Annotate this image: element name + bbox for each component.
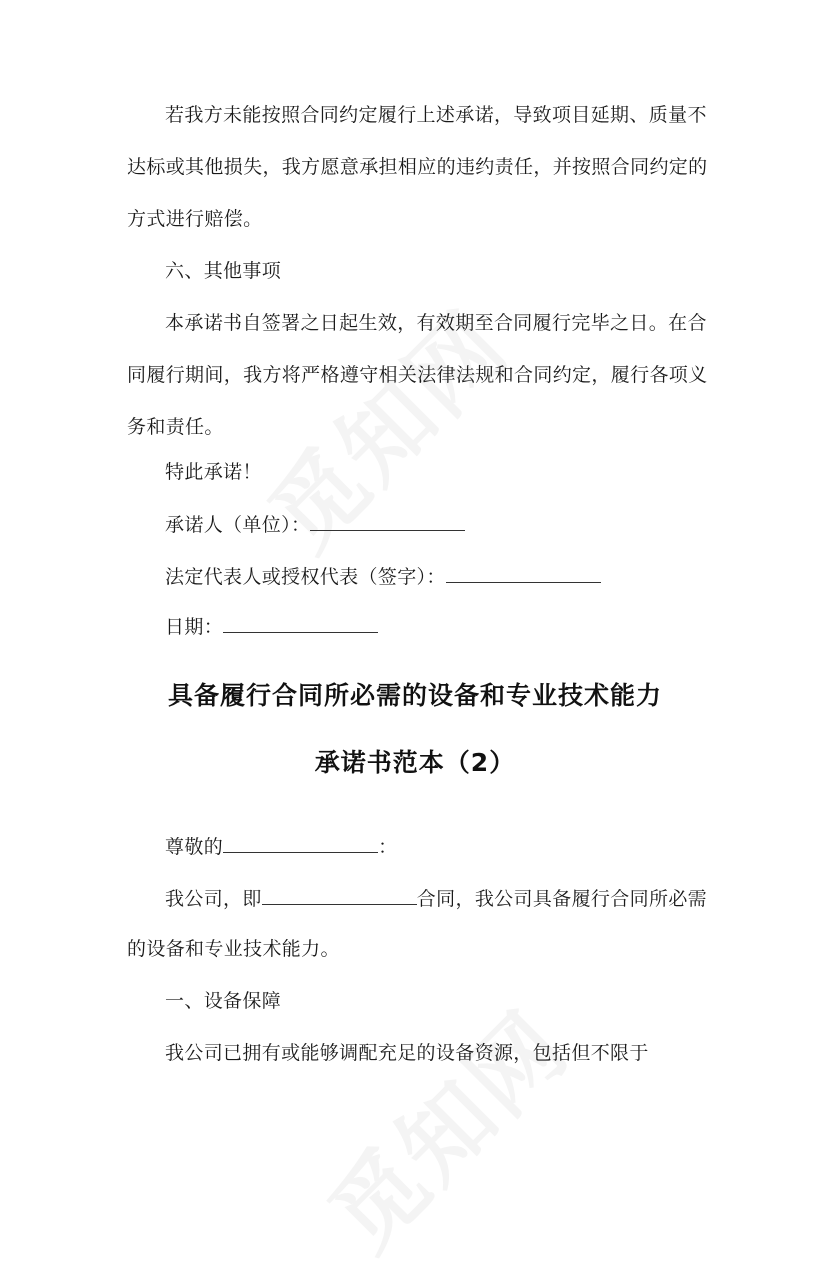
section-title: 一、设备保障 <box>165 990 282 1012</box>
document-subtitle: 承诺书范本（2） <box>314 748 516 777</box>
paragraph-text: 我公司已拥有或能够调配充足的设备资源，包括但不限于 <box>165 1042 649 1064</box>
paragraph-text: 务和责任。 <box>127 416 224 438</box>
contract-blank[interactable] <box>262 884 417 905</box>
representative-blank[interactable] <box>446 562 601 583</box>
promisor-label: 承诺人（单位）： <box>165 514 311 536</box>
watermark <box>296 978 593 1275</box>
representative-label: 法定代表人或授权代表（签字）： <box>165 566 446 588</box>
paragraph-text: 达标或其他损失，我方愿意承担相应的违约责任，并按照合同约定的 <box>127 156 708 178</box>
date-label: 日期： <box>165 616 224 638</box>
paragraph-text: 的设备和专业技术能力。 <box>127 938 340 960</box>
salutation-suffix: ： <box>378 836 398 858</box>
salutation-prefix: 尊敬的 <box>165 836 224 858</box>
date-blank[interactable] <box>223 612 378 633</box>
paragraph-text: 方式进行赔偿。 <box>127 208 263 230</box>
intro-suffix: 合同，我公司具备履行合同所必需 <box>416 888 708 910</box>
paragraph-text: 同履行期间，我方将严格遵守相关法律法规和合同约定，履行各项义 <box>127 364 708 386</box>
intro-line <box>165 884 745 912</box>
promisor-line <box>165 510 745 538</box>
salutation-line <box>165 832 745 860</box>
intro-prefix: 我公司，即 <box>165 888 262 910</box>
paragraph-text: 本承诺书自签署之日起生效，有效期至合同履行完毕之日。在合 <box>165 312 707 334</box>
recipient-blank[interactable] <box>223 832 378 853</box>
date-line <box>165 612 745 640</box>
closing-statement: 特此承诺！ <box>165 461 262 483</box>
promisor-blank[interactable] <box>310 510 465 531</box>
section-title: 六、其他事项 <box>165 260 282 282</box>
document-title: 具备履行合同所必需的设备和专业技术能力 <box>167 681 662 710</box>
paragraph-text: 若我方未能按照合同约定履行上述承诺，导致项目延期、质量不 <box>165 104 707 126</box>
representative-line <box>165 562 745 590</box>
